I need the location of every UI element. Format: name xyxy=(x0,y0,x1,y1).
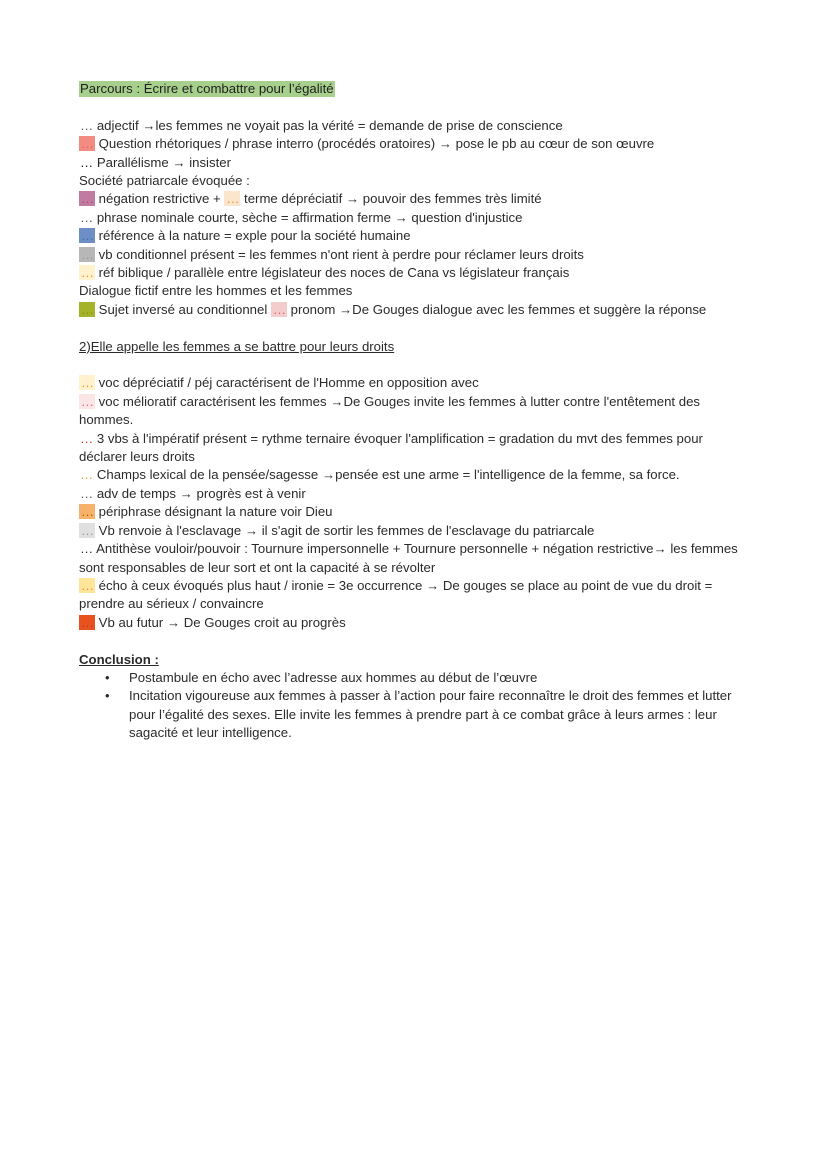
part1-text: Parallélisme → insister xyxy=(93,154,231,170)
color-marker: … xyxy=(80,393,94,409)
part1-text: phrase nominale courte, sèche = affirmation ferme → question d'injustice xyxy=(93,209,523,225)
part1-text: terme dépréciatif → pouvoir des femmes très limité xyxy=(240,191,542,207)
section2-title: 2)Elle appelle les femmes a se battre pour leurs droits xyxy=(79,338,395,354)
color-marker: … xyxy=(80,209,93,225)
part2-line xyxy=(79,577,749,614)
color-marker: … xyxy=(80,614,94,630)
part2-line xyxy=(79,393,749,430)
part2-text: écho à ceux évoqués plus haut / ironie = 3e occurrence → De gouges se place au point de vue du droit = prendre au sérieux / convaincre xyxy=(79,577,713,612)
part2-text: voc dépréciatif / péj caractérisent de l'Homme en opposition avec xyxy=(95,375,479,391)
color-marker: … xyxy=(80,246,94,262)
color-marker: … xyxy=(80,504,94,520)
part2-text: 3 vbs à l'impératif présent = rythme ternaire évoquer l'amplification = gradation du mvt des femmes pour déclarer leurs droits xyxy=(79,430,703,465)
color-marker: … xyxy=(80,191,94,207)
spacer xyxy=(79,356,749,374)
part2-line xyxy=(79,503,749,521)
color-marker: … xyxy=(80,228,94,244)
part1-line xyxy=(79,282,749,300)
part1-text: référence à la nature = exple pour la société humaine xyxy=(95,228,411,244)
section2-title-line xyxy=(79,338,749,356)
color-marker: … xyxy=(80,522,94,538)
color-marker: … xyxy=(80,136,94,152)
part1-text: Société patriarcale évoquée : xyxy=(79,173,250,189)
color-marker: … xyxy=(80,154,93,170)
conclusion-title: Conclusion : xyxy=(79,651,159,667)
part2-line xyxy=(79,430,749,467)
conclusion-item-text: Incitation vigoureuse aux femmes à passer à l’action pour faire reconnaître le droit des femmes et lutter pour l’égalité des sexes. Elle invite les femmes à prendre part à ce combat grâce à leurs armes : leur sagacité et leur intelligence. xyxy=(129,688,732,741)
part2-line xyxy=(79,466,749,484)
part2-text: Antithèse vouloir/pouvoir : Tournure impersonnelle + Tournure personnelle + négation restrictive→ les femmes sont responsables de leur sort et ont la capacité à se révolter xyxy=(79,541,738,575)
color-marker: … xyxy=(226,191,239,207)
part1-text: négation restrictive + xyxy=(95,191,225,207)
spacer xyxy=(79,632,749,650)
part2-line xyxy=(79,374,749,392)
color-marker: … xyxy=(80,485,93,501)
color-marker: … xyxy=(80,467,93,483)
color-marker: … xyxy=(80,301,94,317)
conclusion-item xyxy=(105,669,749,687)
spacer xyxy=(79,98,749,116)
part1-line xyxy=(79,264,749,282)
part1-line xyxy=(79,190,749,208)
color-marker: … xyxy=(80,577,94,593)
part1-line xyxy=(79,154,749,172)
part2-line xyxy=(79,540,749,577)
color-marker: … xyxy=(80,265,94,281)
color-marker: … xyxy=(80,117,93,133)
bullet-icon: • xyxy=(105,688,110,704)
part1-line xyxy=(79,246,749,264)
color-marker: … xyxy=(80,375,94,391)
color-marker: … xyxy=(80,541,93,557)
part2-line xyxy=(79,614,749,632)
conclusion-list xyxy=(79,669,749,743)
part1-text: pronom →De Gouges dialogue avec les femmes et suggère la réponse xyxy=(286,301,707,317)
part2-text: périphrase désignant la nature voir Dieu xyxy=(95,504,333,520)
bullet-icon: • xyxy=(105,669,110,685)
part2-line xyxy=(79,485,749,503)
part2-text: Champs lexical de la pensée/sagesse →pensée est une arme = l'intelligence de la femme, sa force. xyxy=(93,467,680,483)
part1-line xyxy=(79,135,749,153)
part1-line xyxy=(79,227,749,245)
page-title: Parcours : Écrire et combattre pour l’égalité xyxy=(80,81,334,96)
title-line xyxy=(79,80,749,98)
spacer xyxy=(79,319,749,337)
conclusion-title-line xyxy=(79,651,749,669)
part1-text: vb conditionnel présent = les femmes n'ont rient à perdre pour réclamer leurs droits xyxy=(95,246,584,262)
part1-line xyxy=(79,301,749,319)
part2-text: Vb au futur → De Gouges croit au progrès xyxy=(95,614,346,630)
conclusion-item xyxy=(105,687,749,742)
part1-line xyxy=(79,172,749,190)
part2-text: adv de temps → progrès est à venir xyxy=(93,485,306,501)
part1-line xyxy=(79,117,749,135)
part1-text: Dialogue fictif entre les hommes et les femmes xyxy=(79,283,353,299)
part1-line xyxy=(79,209,749,227)
part1-text: réf biblique / parallèle entre législateur des noces de Cana vs législateur français xyxy=(95,265,570,281)
color-marker: … xyxy=(272,301,286,317)
part1-text: adjectif →les femmes ne voyait pas la vérité = demande de prise de conscience xyxy=(93,117,563,133)
part2-line xyxy=(79,522,749,540)
conclusion-item-text: Postambule en écho avec l’adresse aux hommes au début de l’œuvre xyxy=(129,669,538,685)
document-body xyxy=(79,80,749,743)
part2-text: voc mélioratif caractérisent les femmes →De Gouges invite les femmes à lutter contre l'entêtement des hommes. xyxy=(79,393,700,428)
part1-text: Question rhétoriques / phrase interro (procédés oratoires) → pose le pb au cœur de son œuvre xyxy=(95,136,655,152)
color-marker: … xyxy=(80,430,93,446)
part2-list xyxy=(79,374,749,632)
part1-text: Sujet inversé au conditionnel xyxy=(95,301,271,317)
part2-text: Vb renvoie à l'esclavage → il s'agit de sortir les femmes de l'esclavage du patriarcale xyxy=(95,522,595,538)
part1-list xyxy=(79,117,749,319)
